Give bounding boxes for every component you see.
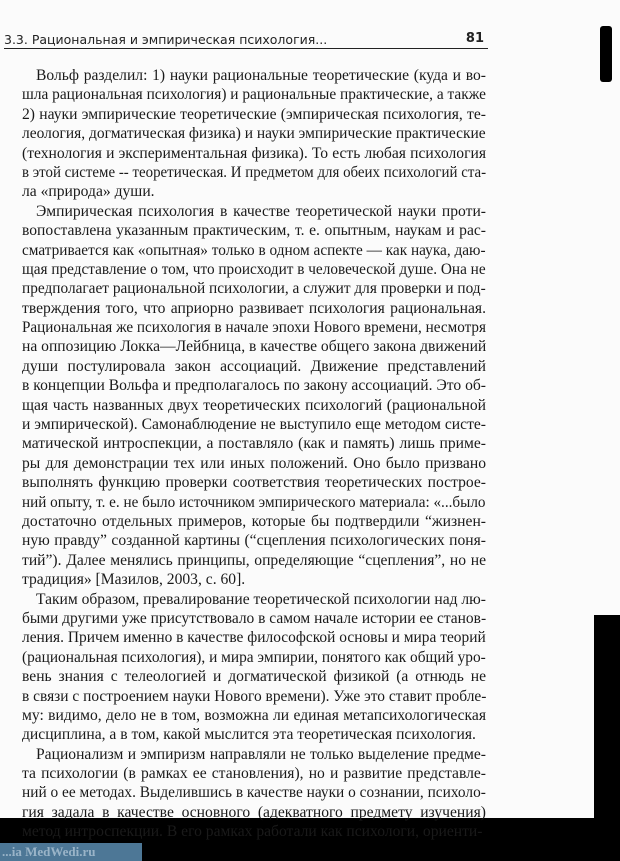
text-line: матической интроспекции, а поставляло (как и память) лишь приме- [22,435,486,453]
body-text [22,66,486,842]
text-line: ний опыту, т. е. не было источником эмпирического материала: «...было [22,493,486,511]
text-line: в этой системе -- теоретическая. И предметом для обеих психологий ста- [22,163,487,181]
text-line: шла рациональная психология) и рациональные практические, а также [22,86,486,104]
running-header [4,31,488,49]
text-line: тий”). Далее менялись принципы, определяющие “сцепления”, но не [22,551,486,569]
text-line: в концепции Вольфа и предполагалось по закону ассоциаций. Это об- [22,377,486,395]
text-line: (рациональная психология), и мира эмпирии, понятого как общий уро- [22,648,486,666]
text-line: ры для демонстрации тех или иных положений. Оно было призвано [22,454,486,472]
text-line: (технология и экспериментальная физика). То есть любая психология [22,144,486,162]
text-line: вень знания с телеологией и догматической физикой (а отнюдь не [22,668,486,686]
text-line: в связи с построением науки Нового времени). Уже это ставит пробле- [22,687,487,705]
text-line: и эмпирической). Самонаблюдение не выступило еще методом систе- [22,416,486,434]
text-line: ла «природа» души. [22,183,155,201]
page-number: 81 [465,31,484,46]
text-line: Таким образом, превалирование теоретической психологии над лю- [35,590,486,608]
text-line: традиция» [Мазилов, 2003, с. 60]. [22,571,246,589]
text-line: щая часть названных двух теоретических психологий (рациональной [22,396,486,414]
text-line: ную правду” созданной картины (“сцепления психологических поня- [22,532,486,550]
text-line: быми другими уже присутствовало в самом начале истории ее станов- [22,609,487,627]
text-line: Вольф разделил: 1) науки рациональные теоретические (куда и во- [36,67,486,84]
text-line: Эмпирическая психология в качестве теоретической науки проти- [36,202,486,220]
text-line: вопоставлена указанным практическим, т. е. опытным, наукам и рас- [22,222,486,240]
text-line: сматривается как «опытная» только в одном аспекте — как наука, даю- [22,241,486,259]
text-line: души постулировала закон ассоциаций. Движение представлений [22,357,486,375]
text-line: Рационализм и эмпиризм направляли не только выделение предме- [36,745,486,763]
text-line: та психологии (в рамках ее становления), но и развитие представле- [22,765,486,783]
text-line: гия задала в качестве основного (адекватного предмету изучения) [22,803,486,821]
text-line: дисциплина, а в том, какой мыслится эта теоретическая психология. [22,726,476,744]
text-line: метод интроспекции. В его рамках работали как психологи, ориенти- [22,823,483,841]
text-line: предполагает рациональной психологии, а служит для проверки и под- [22,280,486,298]
text-line: на оппозицию Локка—Лейбница, в качестве общего закона движений [22,338,487,356]
scan-edge-top-right [600,26,612,82]
running-title: 3.3. Рациональная и эмпирическая психология... [4,32,328,47]
text-line: ний о ее методах. Выделившись в качестве науки о сознании, психоло- [22,784,486,802]
text-line: 2) науки эмпирические теоретические (эмпирическая психология, те- [22,105,486,123]
watermark: ...ia MedWedi.ru [0,843,142,861]
text-line: выполнять функцию проверки соответствия теоретических построе- [22,474,486,492]
text-line: тверждения того, что априорно развивает психология рациональная. [22,299,486,317]
text-line: леология, догматическая физика) и науки эмпирические практические [22,125,486,143]
text-line: ления. Причем именно в качестве философской основы и мира теорий [22,629,486,647]
text-line: достаточно отдельных примеров, которые бы подтвердили “жизнен- [22,512,486,530]
text-line: му: видимо, дело не в том, возможна ли единая метапсихологическая [22,706,486,724]
text-line: Рациональная же психология в начале эпохи Нового времени, несмотря [22,319,486,337]
text-line: щая представление о том, что происходит в человеческой душе. Она не [22,260,486,278]
